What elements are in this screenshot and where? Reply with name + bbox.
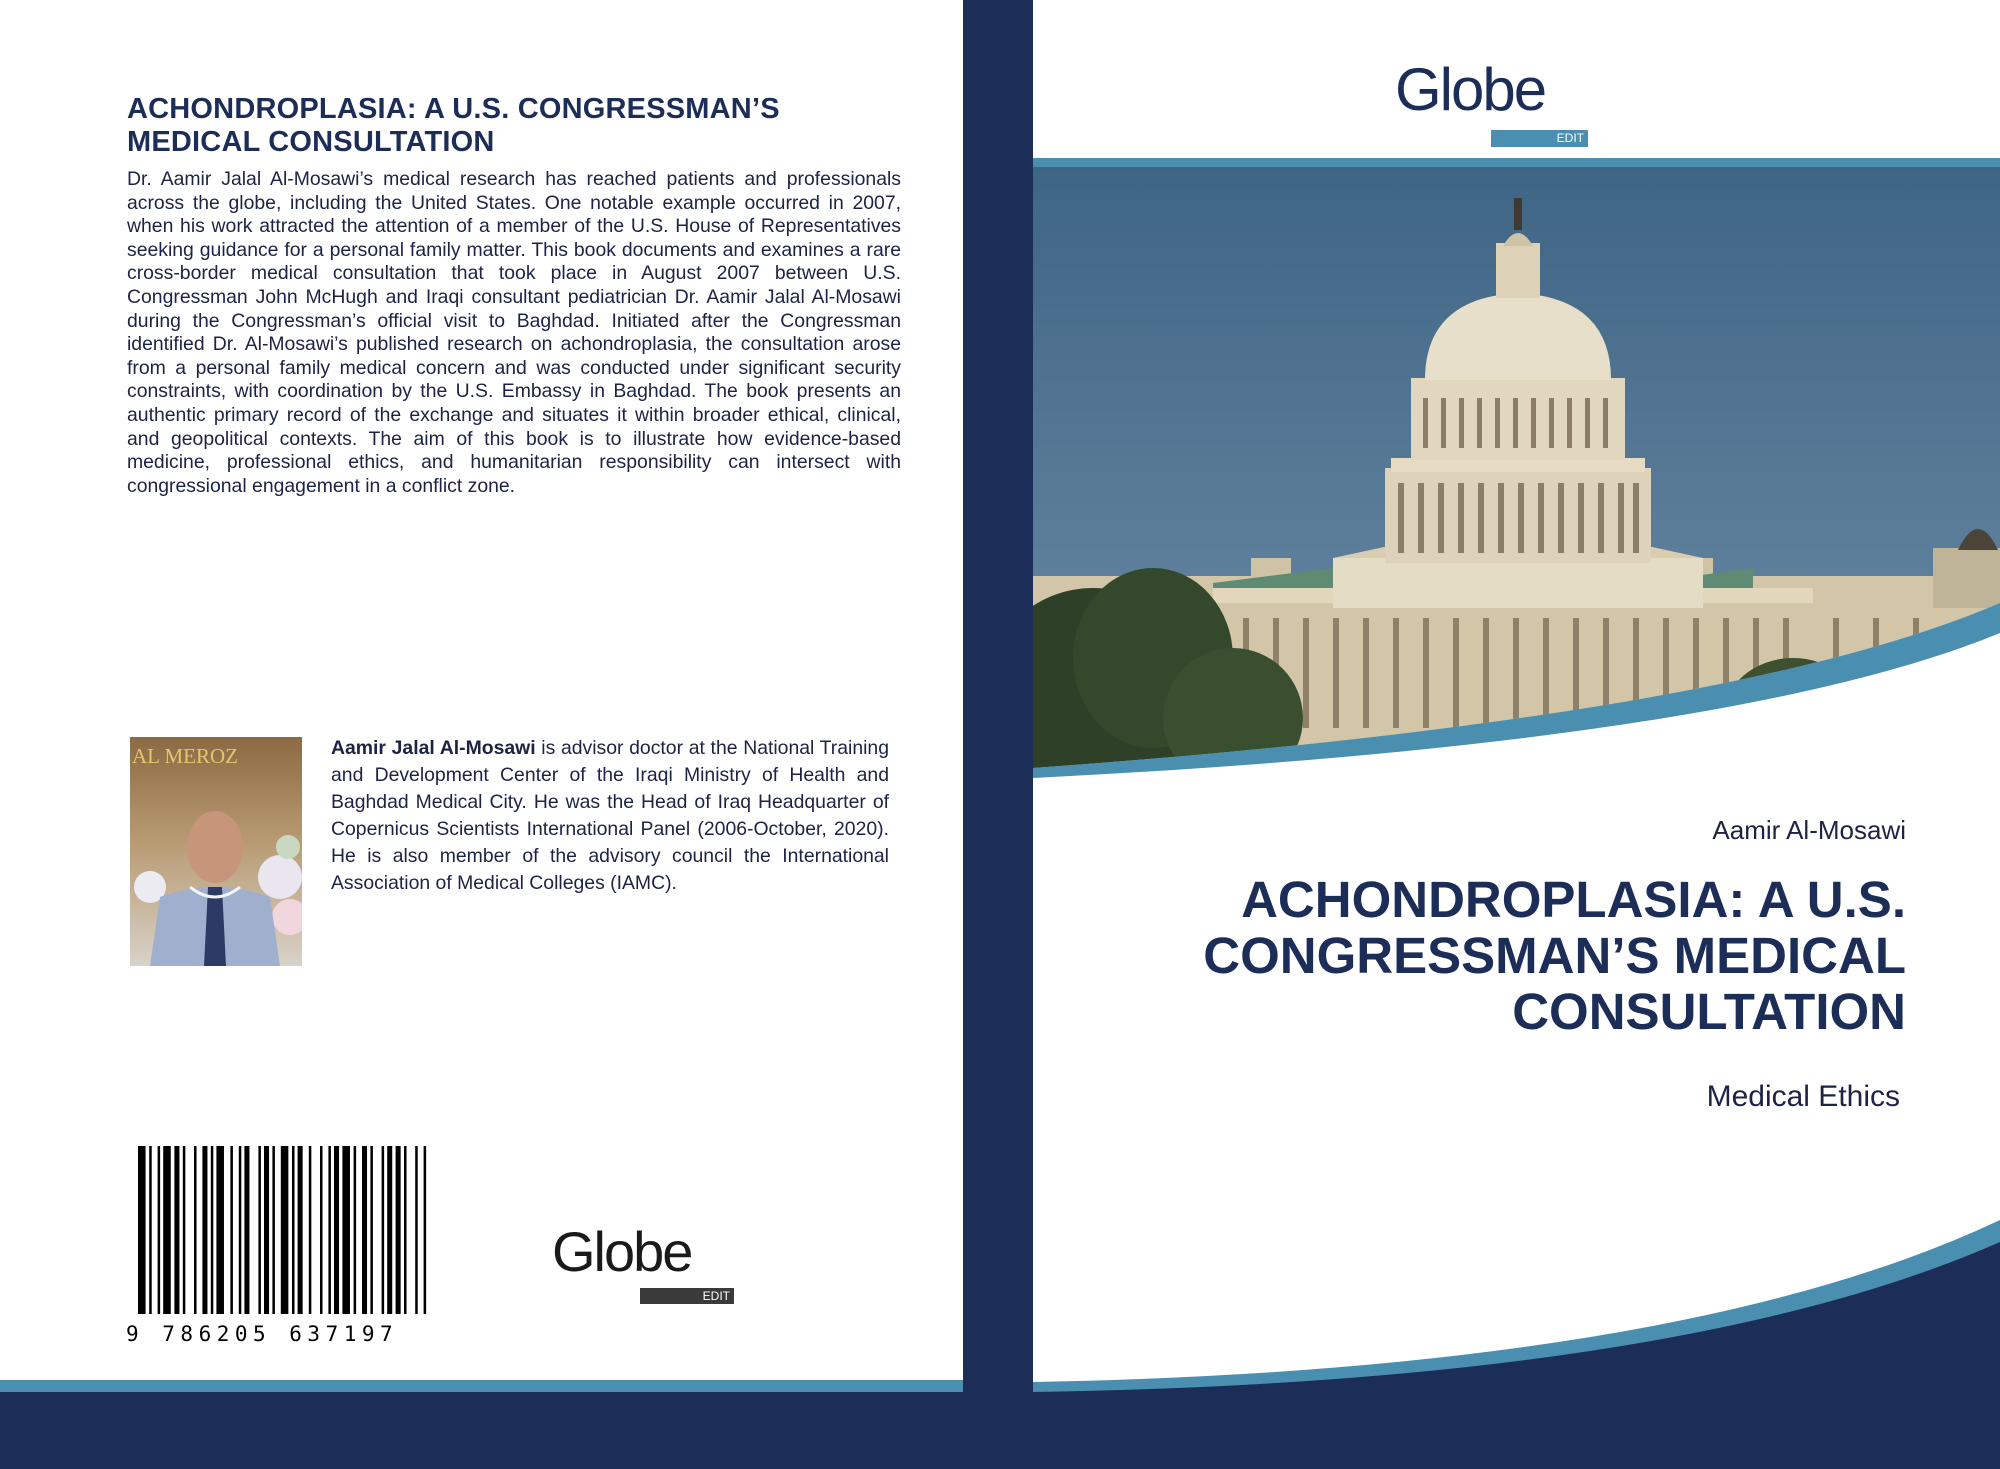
back-logo-tag: EDIT — [640, 1288, 734, 1304]
cover-bottom-swoosh — [1033, 1200, 2000, 1392]
book-spine — [963, 0, 1033, 1469]
cover-title-line-2: CONGRESSMAN’S MEDICAL — [1203, 927, 1906, 984]
bottom-band — [0, 1392, 2000, 1469]
front-cover — [1033, 0, 2000, 1392]
cover-author-name: Aamir Al-Mosawi — [1712, 815, 1906, 845]
cover-title — [1033, 872, 1906, 1040]
back-logo-word: Globe — [552, 1220, 692, 1283]
author-bio — [331, 735, 889, 897]
author-bio-text: is advisor doctor at the National Training and Development Center of the Iraqi Ministry of Health and Baghdad Medical City. He was the Head of Iraq Headquarter of Copernicus Scientists International Panel (2006-October, 2020). He is also member of the advisory council the International Association of Medical Colleges (IAMC). — [331, 737, 889, 894]
cover-title-line-1: ACHONDROPLASIA: A U.S. — [1241, 871, 1906, 928]
author-bio-name: Aamir Jalal Al-Mosawi — [331, 737, 536, 759]
capitol-photo — [1033, 158, 2000, 778]
back-title-line-1: ACHONDROPLASIA: A U.S. CONGRESSMAN’S — [127, 93, 780, 125]
back-title-line-2: MEDICAL CONSULTATION — [127, 126, 495, 158]
cover-series: Medical Ethics — [1706, 1080, 1900, 1113]
front-logo-tag: EDIT — [1491, 130, 1588, 147]
back-cover — [0, 0, 963, 1380]
isbn-barcode — [136, 1146, 456, 1346]
book-description: Dr. Aamir Jalal Al-Mosawi’s medical research has reached patients and professionals across the globe, including the United States. One notable example occurred in 2007, when his work attracted the attention of a member of the U.S. House of Representatives seeking guidance for a personal family matter. This book documents and examines a rare cross-border medical consultation that took place in August 2007 between U.S. Congressman John McHugh and Iraqi consultant pediatrician Dr. Aamir Jalal Al-Mosawi during the Congressman’s official visit to Baghdad. Initiated after the Congressman identified Dr. Al-Mosawi’s published research on achondroplasia, the consultation arose from a personal family medical concern and was conducted under significant security constraints, with coordination by the U.S. Embassy in Baghdad. The book presents an authentic primary record of the exchange and situates it within broader ethical, clinical, and geopolitical contexts. The aim of this book is to illustrate how evidence-based medicine, professional ethics, and humanitarian responsibility can intersect with congressional engagement in a conflict zone. — [127, 168, 901, 497]
back-cover-bottom-strip — [0, 1380, 963, 1392]
back-publisher-logo — [552, 1220, 734, 1305]
author-photo — [130, 737, 302, 966]
photo-sign-text: AL MEROZ — [132, 744, 238, 768]
back-cover-title — [127, 93, 907, 159]
front-logo-word: Globe — [1395, 56, 1546, 123]
cover-title-line-3: CONSULTATION — [1512, 983, 1906, 1040]
isbn-digits: 9 786205 637197 — [126, 1322, 399, 1346]
front-publisher-logo — [1395, 56, 1595, 148]
